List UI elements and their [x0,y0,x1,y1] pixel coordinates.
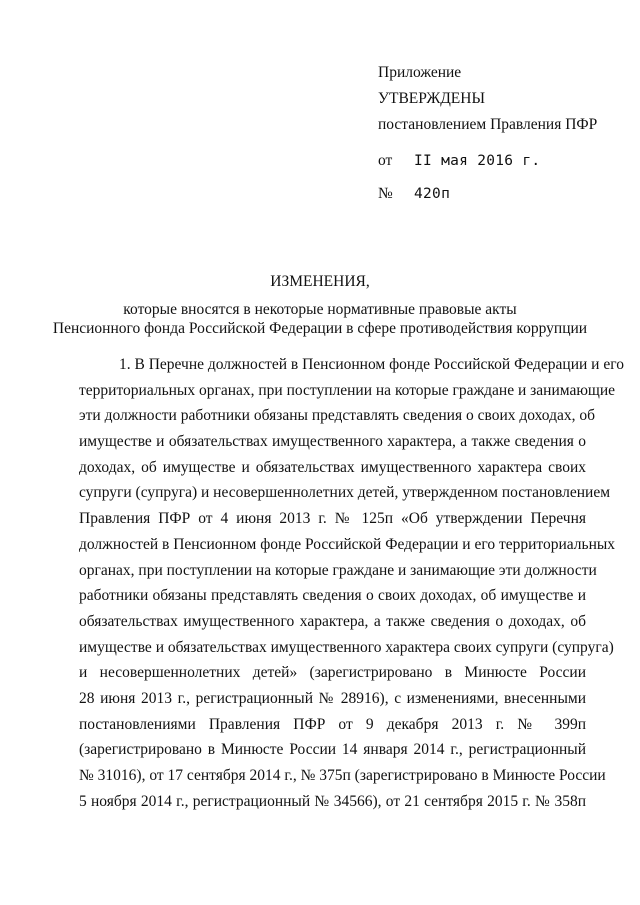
body-line: должностей в Пенсионном фонде Российской Федерации и его территориальных [79,535,616,553]
appendix-label: Приложение [378,64,462,81]
body-line: № 31016), от 17 сентября 2014 г., № 375п (зарегистрировано в Минюсте России [79,767,606,784]
body-line: эти должности работники обязаны представлять сведения о своих доходах, об [79,407,595,425]
body-line: 1. В Перечне должностей в Пенсионном фонде Российской Федерации и его [119,356,624,373]
resolution-number-row [378,181,450,207]
body-line: органах, при поступлении на которые граждане и занимающие эти должности [79,561,597,579]
body-line: (зарегистрировано в Минюсте России 14 января 2014 г., регистрационный [79,741,586,759]
body-line: постановлениями Правления ПФР от 9 декабря 2013 г. № 399п [79,715,586,733]
document-title-block [40,272,600,338]
body-line: 5 ноября 2014 г., регистрационный № 34566), от 21 сентября 2015 г. № 358п [79,792,586,810]
document-subtitle-line-1: которые вносятся в некоторые нормативные правовые акты [123,301,517,318]
date-prefix: от [378,152,393,169]
document-subtitle-line-2: Пенсионного фонда Российской Федерации в сфере противодействия коррупции [52,320,588,337]
body-line: 28 июня 2013 г., регистрационный № 28916), с изменениями, внесенными [79,689,586,707]
body-line: территориальных органах, при поступлении на которые граждане и занимающие [79,381,616,399]
document-body [79,352,624,814]
body-line: работники обязаны представлять сведения о своих доходах, об имуществе и [79,587,586,605]
document-heading: ИЗМЕНЕНИЯ, [270,273,370,290]
body-line: имуществе и обязательствах имущественного характера своих супруги (супруга) [79,638,614,656]
approved-label: УТВЕРЖДЕНЫ [378,90,485,107]
body-line: и несовершеннолетних детей» (зарегистрировано в Минюсте России [79,664,586,682]
body-line: имуществе и обязательствах имущественного характера, а также сведения о [79,433,586,451]
body-line: супруги (супруга) и несовершеннолетних детей, утвержденном постановлением [79,484,611,502]
resolution-number: 420п [414,186,451,202]
body-line: Правления ПФР от 4 июня 2013 г. № 125п «Об утверждении Перечня [79,510,586,528]
body-line: обязательствах имущественного характера, а также сведения о доходах, об [79,612,586,630]
resolution-date-row [378,148,540,174]
resolution-date: II мая 2016 г. [414,153,541,169]
approval-stamp-block [378,60,628,202]
number-prefix: № [378,185,393,202]
body-line: доходах, об имуществе и обязательствах имущественного характера своих [79,458,586,476]
resolution-label: постановлением Правления ПФР [378,116,598,133]
